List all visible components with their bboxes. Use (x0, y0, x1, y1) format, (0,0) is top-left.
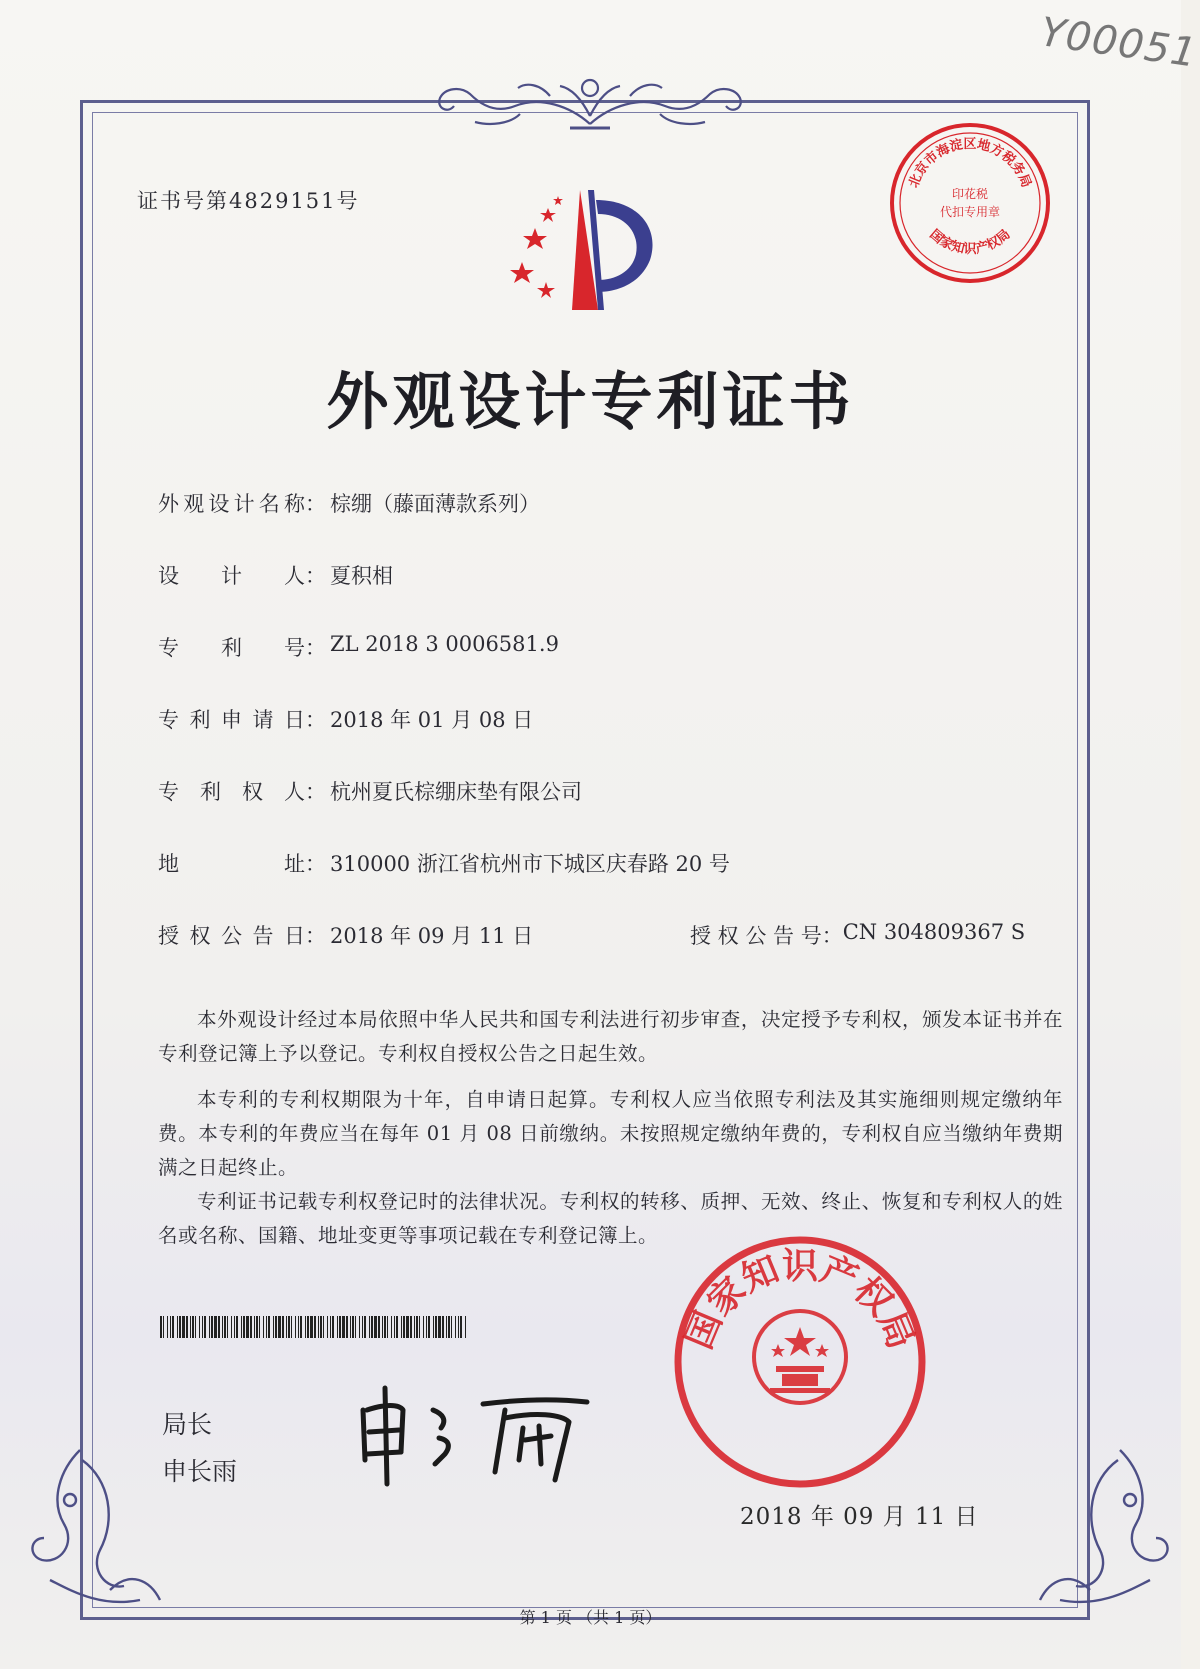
designer-label (158, 560, 305, 590)
barcode-bar (396, 1316, 398, 1338)
barcode-bar (403, 1316, 405, 1338)
barcode-bar (204, 1316, 206, 1338)
national-emblem-icon (754, 1311, 846, 1403)
barcode-bar (282, 1316, 284, 1338)
barcode-bar (177, 1316, 178, 1338)
barcode-bar (332, 1316, 334, 1338)
label-char: 人 (284, 780, 305, 804)
cnipa-logo (490, 180, 670, 320)
barcode-bar (218, 1316, 220, 1338)
barcode-bar (227, 1316, 228, 1338)
barcode-bar (458, 1316, 459, 1338)
handwritten-note: Y00051 (1037, 9, 1200, 77)
barcode (160, 1316, 468, 1338)
paragraph-1: 本外观设计经过本局依照中华人民共和国专利法进行初步审查，决定授予专利权，颁发本证书并在专利登记簿上予以登记。专利权自授权公告之日起生效。 (158, 1008, 1063, 1065)
grant-number-value: CN 304809367 S (842, 920, 1026, 944)
patentee-value: 杭州夏氏棕绷床垫有限公司 (330, 780, 582, 804)
tax-stamp (885, 118, 1055, 288)
tax-stamp-bottom-text: 国家知识产权局 (926, 227, 1014, 258)
label-char: 外 (158, 492, 179, 516)
barcode-bar (337, 1316, 338, 1338)
barcode-bar (384, 1316, 386, 1338)
label-char: 设 (208, 492, 230, 516)
grant-date-label (158, 920, 305, 950)
barcode-bar (320, 1316, 322, 1338)
barcode-bar (451, 1316, 452, 1338)
barcode-bar (246, 1316, 249, 1338)
field-patentee: 专 利 权 人 ： 杭州夏氏棕绷床垫有限公司 (158, 776, 582, 806)
barcode-bar (298, 1316, 299, 1338)
label-char: 专 (158, 636, 179, 660)
label-char: 称 (283, 492, 305, 516)
barcode-bar (236, 1316, 238, 1338)
barcode-bar (273, 1316, 274, 1338)
barcode-bar (435, 1316, 437, 1338)
barcode-bar (410, 1316, 412, 1338)
barcode-bar (318, 1316, 319, 1338)
field-grant-number (690, 920, 1025, 950)
bottom-right-ornament (1020, 1440, 1180, 1620)
barcode-bar (286, 1316, 287, 1338)
barcode-bar (268, 1316, 270, 1338)
barcode-bar (259, 1316, 260, 1338)
application-date-value: 2018 年 01 月 08 日 (330, 708, 534, 732)
barcode-bar (448, 1316, 450, 1338)
barcode-bar (416, 1316, 418, 1338)
barcode-bar (446, 1316, 447, 1338)
barcode-bar (359, 1316, 360, 1338)
barcode-bar (426, 1316, 427, 1338)
barcode-bar (266, 1316, 267, 1338)
label-char: 权 (189, 924, 211, 948)
barcode-bar (167, 1316, 168, 1338)
label-char: 授 (158, 924, 179, 948)
label-char: 利 (189, 708, 211, 732)
barcode-bar (362, 1316, 363, 1338)
barcode-bar (369, 1316, 370, 1338)
barcode-bar (406, 1316, 409, 1338)
director-name: 申长雨 (162, 1457, 238, 1486)
label-char: 址 (284, 852, 305, 876)
barcode-bar (163, 1316, 164, 1338)
field-application-date: 专 利 申 请 日 ： 2018 年 01 月 08 日 (158, 704, 533, 734)
barcode-bar (234, 1316, 235, 1338)
label-char: 告 (252, 924, 274, 948)
director-title: 局长 (162, 1410, 213, 1439)
barcode-bar (195, 1316, 196, 1338)
barcode-bar (199, 1316, 200, 1338)
barcode-bar (442, 1316, 444, 1338)
barcode-bar (465, 1316, 466, 1338)
tax-stamp-center-line2: 代扣专用章 (939, 205, 1001, 219)
barcode-bar (305, 1316, 306, 1338)
barcode-bar (310, 1316, 313, 1338)
designer-value: 夏积相 (330, 564, 393, 588)
label-char: 设 (158, 564, 179, 588)
svg-text:国家知识产权局 (927, 226, 1014, 257)
barcode-bar (263, 1316, 264, 1338)
barcode-bar (342, 1316, 345, 1338)
barcode-bar (327, 1316, 328, 1338)
label-char: 专 (158, 708, 179, 732)
barcode-bar (241, 1316, 242, 1338)
barcode-bar (209, 1316, 210, 1338)
barcode-bar (355, 1316, 356, 1338)
address-label (158, 848, 305, 878)
label-char: 专 (158, 780, 179, 804)
label-char: 号 (284, 636, 305, 660)
design-name-label (158, 488, 305, 518)
barcode-bar (414, 1316, 415, 1338)
certificate-title: 外观设计专利证书 (326, 365, 855, 438)
barcode-bar (172, 1316, 174, 1338)
field-grant-date: 授 权 公 告 日 ： 2018 年 09 月 11 日 (158, 920, 533, 950)
director-signature (355, 1380, 595, 1490)
label-char: 名 (258, 492, 280, 516)
barcode-bar (364, 1316, 366, 1338)
label-char: 计 (221, 564, 242, 588)
top-ornament (420, 66, 760, 136)
tax-stamp-center-line1: 印花税 (951, 187, 989, 201)
tax-stamp-ring-text: 北京市海淀区地方税务局 (906, 137, 1034, 190)
barcode-bar (170, 1316, 171, 1338)
barcode-bar (330, 1316, 331, 1338)
barcode-bar (295, 1316, 296, 1338)
grant-date-value: 2018 年 09 月 11 日 (330, 924, 534, 948)
barcode-bar (243, 1316, 245, 1338)
barcode-bar (382, 1316, 383, 1338)
barcode-bar (346, 1316, 348, 1338)
barcode-bar (352, 1316, 354, 1338)
barcode-bar (190, 1316, 191, 1338)
barcode-bar (291, 1316, 292, 1338)
barcode-bar (192, 1316, 194, 1338)
certificate-number: 证书号第4829151号 (137, 189, 360, 213)
bottom-left-ornament (20, 1440, 180, 1620)
address-value: 310000 浙江省杭州市下城区庆春路 20 号 (330, 852, 730, 876)
barcode-bar (250, 1316, 252, 1338)
barcode-bar (254, 1316, 255, 1338)
label-char: 观 (183, 492, 205, 516)
label-char: 日 (284, 708, 305, 732)
barcode-bar (323, 1316, 324, 1338)
label-char: 人 (284, 564, 305, 588)
label-char: 利 (200, 780, 221, 804)
barcode-bar (202, 1316, 203, 1338)
barcode-bar (394, 1316, 395, 1338)
label-char: 申 (221, 708, 242, 732)
barcode-bar (224, 1316, 226, 1338)
barcode-bar (288, 1316, 290, 1338)
label-char: 请 (252, 708, 274, 732)
patent-no-label (158, 632, 305, 662)
barcode-bar (182, 1316, 185, 1338)
barcode-bar (186, 1316, 188, 1338)
barcode-bar (374, 1316, 377, 1338)
application-date-label (158, 704, 305, 734)
barcode-bar (214, 1316, 217, 1338)
barcode-bar (419, 1316, 420, 1338)
barcode-bar (438, 1316, 441, 1338)
svg-text:北京市海淀区地方税务局 (906, 136, 1033, 190)
barcode-bar (179, 1316, 181, 1338)
design-name-value: 棕绷（藤面薄款系列） (330, 492, 540, 516)
field-design-name: 外 观 设 计 名 称 ： 棕绷（藤面薄款系列） (158, 488, 540, 518)
barcode-bar (391, 1316, 392, 1338)
barcode-bar (300, 1316, 302, 1338)
patentee-label (158, 776, 305, 806)
barcode-bar (423, 1316, 424, 1338)
paragraph-2: 本专利的专利权期限为十年，自申请日起算。专利权人应当依照专利法及其实施细则规定缴纳年费。本专利的年费应当在每年 01 月 08 日前缴纳。未按照规定缴纳年费的，专利权自应当缴纳年费期满之日起终止。 (158, 1088, 1063, 1179)
barcode-bar (387, 1316, 388, 1338)
label-char: 公 (221, 924, 242, 948)
barcode-bar (350, 1316, 351, 1338)
barcode-bar (278, 1316, 281, 1338)
paragraph-3: 专利证书记载专利权登记时的法律状况。专利权的转移、质押、无效、终止、恢复和专利权人的姓名或名称、国籍、地址变更等事项记载在专利登记簿上。 (158, 1190, 1063, 1247)
barcode-bar (460, 1316, 462, 1338)
label-char: 地 (158, 852, 179, 876)
seal-date: 2018 年 09 月 11 日 (740, 1504, 979, 1530)
barcode-bar (433, 1316, 434, 1338)
field-designer: 设 计 人 ： 夏积相 (158, 560, 393, 590)
field-patent-no: 专 利 号 ： ZL 2018 3 0006581.9 (158, 632, 559, 660)
official-seal-ring-text: 国家知识产权局 (678, 1246, 922, 1355)
field-address: 地 址 ： 310000 浙江省杭州市下城区庆春路 20 号 (158, 848, 730, 878)
barcode-bar (211, 1316, 213, 1338)
label-char: 权 (242, 780, 263, 804)
barcode-bar (160, 1316, 162, 1338)
barcode-bar (339, 1316, 341, 1338)
barcode-bar (428, 1316, 430, 1338)
page-indicator: 第 1 页 （共 1 页） (519, 1608, 662, 1627)
patent-no-value: ZL 2018 3 0006581.9 (330, 632, 559, 656)
label-char: 计 (233, 492, 255, 516)
official-seal (670, 1232, 930, 1492)
barcode-bar (455, 1316, 456, 1338)
barcode-bar (401, 1316, 402, 1338)
barcode-bar (275, 1316, 277, 1338)
label-char: 利 (221, 636, 242, 660)
label-char: 日 (284, 924, 305, 948)
barcode-bar (256, 1316, 258, 1338)
barcode-bar (314, 1316, 316, 1338)
barcode-bar (307, 1316, 309, 1338)
barcode-bar (231, 1316, 232, 1338)
grant-number-label: 授 权 公 告 号： (690, 924, 843, 948)
barcode-bar (222, 1316, 223, 1338)
barcode-bar (371, 1316, 373, 1338)
barcode-bar (378, 1316, 380, 1338)
